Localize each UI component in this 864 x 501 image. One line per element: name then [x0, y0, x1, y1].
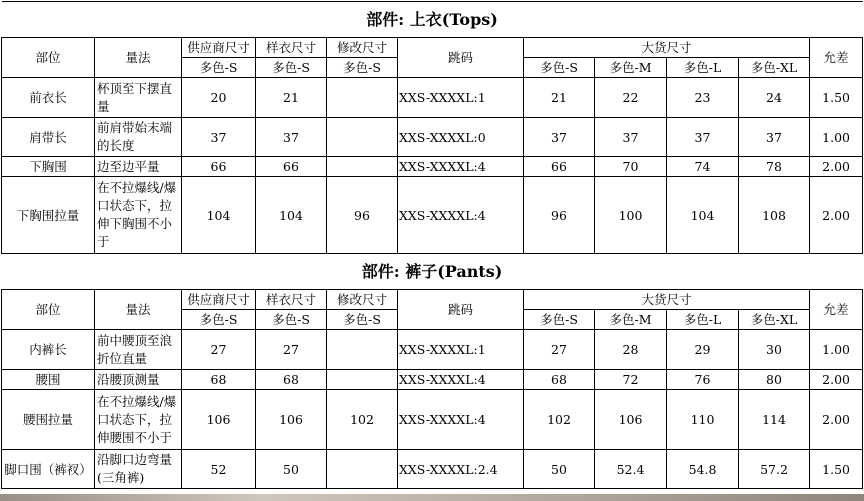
row-supplier-size: 68: [182, 370, 256, 390]
row-bulk-size: 70: [595, 157, 667, 177]
row-bulk-size: 50: [524, 450, 595, 489]
row-bulk-size: 74: [667, 157, 739, 177]
row-sample-size: 21: [256, 78, 327, 118]
header-size-range: 跳码: [398, 290, 524, 330]
row-sample-size: 68: [256, 370, 327, 390]
header-revised-size: 多色-S: [327, 310, 398, 330]
header-bulk-size: 多色-XL: [739, 310, 810, 330]
row-bulk-size: 27: [524, 330, 595, 370]
row-sample-size: 104: [256, 177, 327, 254]
header-method: 量法: [95, 38, 182, 78]
table-row: [2, 118, 863, 157]
header-tolerance: 允差: [810, 290, 863, 330]
row-method: 在不拉爆线/爆口状态下，拉伸腰围不小于: [95, 390, 182, 450]
header-size-range: 跳码: [398, 38, 524, 78]
section-title-row: [2, 2, 863, 38]
row-bulk-size: 78: [739, 157, 810, 177]
header-sample: 样衣尺寸: [256, 38, 327, 58]
row-bulk-size: 72: [595, 370, 667, 390]
row-bulk-size: 21: [524, 78, 595, 118]
row-tolerance: 1.50: [810, 78, 863, 118]
row-bulk-size: 106: [595, 390, 667, 450]
row-tolerance: 2.00: [810, 157, 863, 177]
header-bulk-size: 多色-L: [667, 310, 739, 330]
row-bulk-size: 68: [524, 370, 595, 390]
row-sample-size: 37: [256, 118, 327, 157]
header-supplier-size: 多色-S: [182, 310, 256, 330]
row-bulk-size: 30: [739, 330, 810, 370]
row-bulk-size: 96: [524, 177, 595, 254]
row-tolerance: 1.00: [810, 118, 863, 157]
header-method: 量法: [95, 290, 182, 330]
row-revised-size: [327, 370, 398, 390]
header-supplier-size: 多色-S: [182, 58, 256, 78]
row-sample-size: 50: [256, 450, 327, 489]
header-revised-size: 多色-S: [327, 58, 398, 78]
row-part: 腰围: [2, 370, 95, 390]
header-bulk-size: 多色-L: [667, 58, 739, 78]
row-part: 脚口围（裤衩）: [2, 450, 95, 489]
header-bulk-size: 多色-S: [524, 58, 595, 78]
row-revised-size: [327, 450, 398, 489]
row-revised-size: [327, 330, 398, 370]
header-bulk-size: 多色-M: [595, 310, 667, 330]
row-size-range: XXS-XXXXL:0: [398, 118, 524, 157]
header-part: 部位: [2, 38, 95, 78]
row-bulk-size: 28: [595, 330, 667, 370]
size-spec-table: [1, 1, 863, 489]
row-bulk-size: 57.2: [739, 450, 810, 489]
row-part: 前衣长: [2, 78, 95, 118]
table-row: [2, 370, 863, 390]
row-bulk-size: 114: [739, 390, 810, 450]
row-bulk-size: 66: [524, 157, 595, 177]
row-method: 在不拉爆线/爆口状态下，拉伸下胸围不小于: [95, 177, 182, 254]
row-supplier-size: 37: [182, 118, 256, 157]
row-method: 杯顶至下摆直量: [95, 78, 182, 118]
row-bulk-size: 24: [739, 78, 810, 118]
row-size-range: XXS-XXXXL:4: [398, 177, 524, 254]
row-tolerance: 1.00: [810, 330, 863, 370]
row-method: 前肩带始末端的长度: [95, 118, 182, 157]
row-part: 腰围拉量: [2, 390, 95, 450]
row-size-range: XXS-XXXXL:1: [398, 78, 524, 118]
header-supplier: 供应商尺寸: [182, 38, 256, 58]
table-row: [2, 390, 863, 450]
row-bulk-size: 102: [524, 390, 595, 450]
row-method: 边至边平量: [95, 157, 182, 177]
row-bulk-size: 104: [667, 177, 739, 254]
row-bulk-size: 22: [595, 78, 667, 118]
header-sample-size: 多色-S: [256, 58, 327, 78]
header-bulk-size: 多色-S: [524, 310, 595, 330]
row-sample-size: 66: [256, 157, 327, 177]
row-bulk-size: 100: [595, 177, 667, 254]
row-bulk-size: 110: [667, 390, 739, 450]
row-tolerance: 2.00: [810, 390, 863, 450]
row-sample-size: 27: [256, 330, 327, 370]
row-bulk-size: 80: [739, 370, 810, 390]
section-title-row: [2, 254, 863, 290]
row-method: 前中腰顶至浪折位直量: [95, 330, 182, 370]
row-tolerance: 2.00: [810, 177, 863, 254]
row-size-range: XXS-XXXXL:2.4: [398, 450, 524, 489]
row-sample-size: 106: [256, 390, 327, 450]
row-bulk-size: 37: [667, 118, 739, 157]
row-supplier-size: 106: [182, 390, 256, 450]
row-bulk-size: 29: [667, 330, 739, 370]
row-method: 沿脚口边弯量(三角裤): [95, 450, 182, 489]
row-revised-size: [327, 118, 398, 157]
row-part: 内裤长: [2, 330, 95, 370]
row-tolerance: 1.50: [810, 450, 863, 489]
row-part: 下胸围: [2, 157, 95, 177]
table-row: [2, 157, 863, 177]
row-bulk-size: 23: [667, 78, 739, 118]
row-supplier-size: 66: [182, 157, 256, 177]
row-method: 沿腰顶测量: [95, 370, 182, 390]
row-size-range: XXS-XXXXL:1: [398, 330, 524, 370]
table-row: [2, 177, 863, 254]
row-part: 下胸围拉量: [2, 177, 95, 254]
header-supplier: 供应商尺寸: [182, 290, 256, 310]
row-revised-size: [327, 78, 398, 118]
header-bulk: 大货尺寸: [524, 38, 810, 58]
row-bulk-size: 37: [739, 118, 810, 157]
header-bulk: 大货尺寸: [524, 290, 810, 310]
row-supplier-size: 20: [182, 78, 256, 118]
row-supplier-size: 27: [182, 330, 256, 370]
row-bulk-size: 37: [524, 118, 595, 157]
row-bulk-size: 76: [667, 370, 739, 390]
header-sample: 样衣尺寸: [256, 290, 327, 310]
row-size-range: XXS-XXXXL:4: [398, 157, 524, 177]
row-part: 肩带长: [2, 118, 95, 157]
row-revised-size: [327, 157, 398, 177]
row-bulk-size: 52.4: [595, 450, 667, 489]
section-title: 部件: 上衣(Tops): [2, 2, 863, 38]
row-bulk-size: 54.8: [667, 450, 739, 489]
header-revised: 修改尺寸: [327, 290, 398, 310]
header-bulk-size: 多色-M: [595, 58, 667, 78]
section-title: 部件: 裤子(Pants): [2, 254, 863, 290]
header-revised: 修改尺寸: [327, 38, 398, 58]
header-row: [2, 290, 863, 310]
row-bulk-size: 108: [739, 177, 810, 254]
row-tolerance: 2.00: [810, 370, 863, 390]
row-size-range: XXS-XXXXL:4: [398, 390, 524, 450]
table-row: [2, 450, 863, 489]
header-bulk-size: 多色-XL: [739, 58, 810, 78]
table-row: [2, 78, 863, 118]
header-sample-size: 多色-S: [256, 310, 327, 330]
row-revised-size: 96: [327, 177, 398, 254]
table-row: [2, 330, 863, 370]
header-tolerance: 允差: [810, 38, 863, 78]
photo-strip: [0, 494, 864, 501]
row-revised-size: 102: [327, 390, 398, 450]
header-part: 部位: [2, 290, 95, 330]
row-size-range: XXS-XXXXL:4: [398, 370, 524, 390]
row-supplier-size: 104: [182, 177, 256, 254]
header-row: [2, 38, 863, 58]
row-supplier-size: 52: [182, 450, 256, 489]
row-bulk-size: 37: [595, 118, 667, 157]
